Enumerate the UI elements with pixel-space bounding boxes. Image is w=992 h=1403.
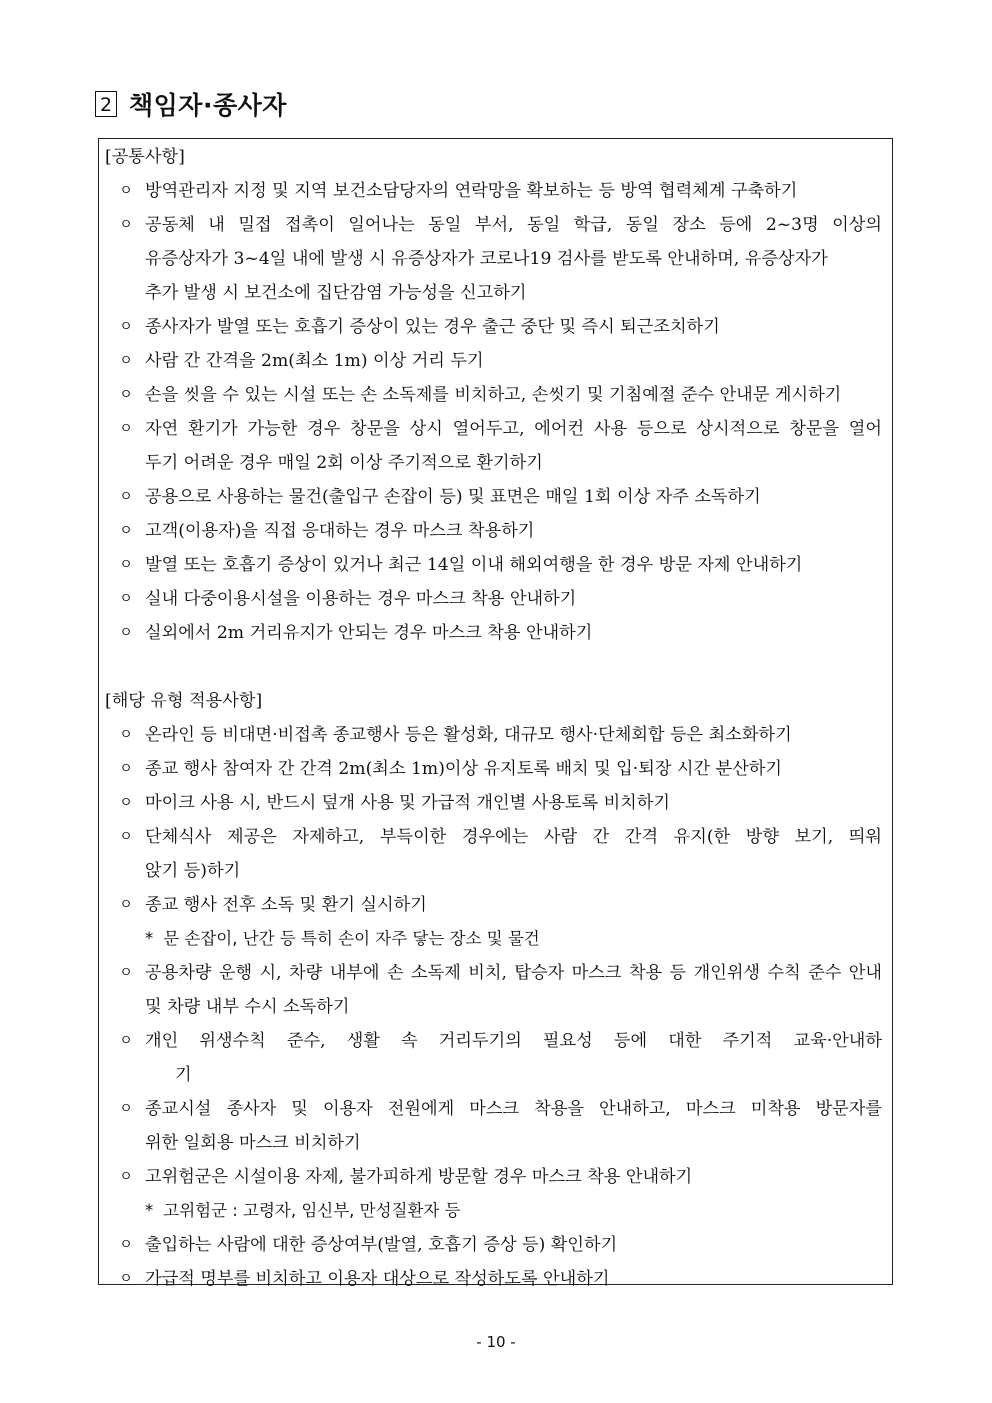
list-item-text: 개인 위생수칙 준수, 생활 속 거리두기의 필요성 등에 대한 주기적 교육·안내하	[145, 1031, 882, 1051]
bullet-marker: ㅇ	[119, 591, 133, 607]
list-item-text: 공동체 내 밀접 접촉이 일어나는 동일 부서, 동일 학급, 동일 장소 등에 2~3명 이상의	[145, 215, 882, 235]
list-item-text: 공용으로 사용하는 물건(출입구 손잡이 등) 및 표면은 매일 1회 이상 자주 소독하기	[145, 487, 761, 507]
list-item-text: 앉기 등)하기	[145, 861, 241, 881]
bullet-marker: ㅇ	[119, 217, 133, 233]
bullet-marker: ㅇ	[119, 353, 133, 369]
section-number: 2	[95, 91, 117, 117]
list-item-text: 유증상자가 3~4일 내에 발생 시 유증상자가 코로나19 검사를 받도록 안내하며, 유증상자가	[145, 249, 828, 269]
list-item-text: 출입하는 사람에 대한 증상여부(발열, 호흡기 증상 등) 확인하기	[145, 1235, 618, 1255]
bullet-marker: ㅇ	[119, 1169, 133, 1185]
list-item-text: 가급적 명부를 비치하고 이용자 대상으로 작성하도록 안내하기	[145, 1269, 610, 1289]
note-marker: *	[145, 929, 154, 948]
list-item-text: 종교 행사 참여자 간 간격 2m(최소 1m)이상 유지토록 배치 및 입·퇴장 시간 분산하기	[145, 759, 782, 779]
bullet-marker: ㅇ	[119, 727, 133, 743]
list-item-note	[145, 926, 540, 952]
list-item-text: 위한 일회용 마스크 비치하기	[145, 1133, 361, 1153]
list-item-text: 추가 발생 시 보건소에 집단감염 가능성을 신고하기	[145, 283, 527, 303]
note-text: 문 손잡이, 난간 등 특히 손이 자주 닿는 장소 및 물건	[163, 929, 540, 948]
list-item-text: 고객(이용자)을 직접 응대하는 경우 마스크 착용하기	[145, 521, 535, 541]
bullet-marker: ㅇ	[119, 1101, 133, 1117]
bullet-marker: ㅇ	[119, 319, 133, 335]
bullet-marker: ㅇ	[119, 1237, 133, 1253]
list-item-text: 발열 또는 호흡기 증상이 있거나 최근 14일 이내 해외여행을 한 경우 방문 자제 안내하기	[145, 555, 803, 575]
list-item-text: 사람 간 간격을 2m(최소 1m) 이상 거리 두기	[145, 351, 484, 371]
bullet-marker: ㅇ	[119, 761, 133, 777]
list-item-text: 실내 다중이용시설을 이용하는 경우 마스크 착용 안내하기	[145, 589, 577, 609]
section-heading	[95, 84, 287, 124]
list-item-text: 손을 씻을 수 있는 시설 또는 손 소독제를 비치하고, 손씻기 및 기침예절 준수 안내문 게시하기	[145, 385, 842, 405]
list-item-text: 공용차량 운행 시, 차량 내부에 손 소독제 비치, 탑승자 마스크 착용 등 개인위생 수칙 준수 안내	[145, 963, 882, 983]
list-item-text: 종사자가 발열 또는 호흡기 증상이 있는 경우 출근 중단 및 즉시 퇴근조치하기	[145, 317, 720, 337]
bullet-marker: ㅇ	[119, 489, 133, 505]
bullet-marker: ㅇ	[119, 523, 133, 539]
bullet-marker: ㅇ	[119, 387, 133, 403]
guideline-box	[98, 138, 893, 1289]
specific-section-title: [해당 유형 적용사항]	[105, 691, 263, 711]
list-item-text: 단체식사 제공은 자제하고, 부득이한 경우에는 사람 간 간격 유지(한 방향 보기, 띄워	[145, 827, 882, 847]
bullet-marker: ㅇ	[119, 1033, 133, 1049]
bullet-marker: ㅇ	[119, 829, 133, 845]
bullet-marker: ㅇ	[119, 795, 133, 811]
list-item-text: 방역관리자 지정 및 지역 보건소담당자의 연락망을 확보하는 등 방역 협력체계 구축하기	[145, 181, 798, 201]
bullet-marker: ㅇ	[119, 1271, 133, 1287]
list-item-text: 종교 행사 전후 소독 및 환기 실시하기	[145, 895, 427, 915]
list-item-text: 두기 어려운 경우 매일 2회 이상 주기적으로 환기하기	[145, 453, 543, 473]
bullet-marker: ㅇ	[119, 625, 133, 641]
bullet-marker: ㅇ	[119, 965, 133, 981]
section-title: 책임자·종사자	[129, 91, 287, 120]
bullet-marker: ㅇ	[119, 897, 133, 913]
list-item-text: 종교시설 종사자 및 이용자 전원에게 마스크 착용을 안내하고, 마스크 미착용 방문자를	[145, 1099, 882, 1119]
bullet-marker: ㅇ	[119, 557, 133, 573]
page-number: - 10 -	[476, 1333, 516, 1351]
note-text: 고위험군 : 고령자, 임신부, 만성질환자 등	[163, 1201, 461, 1220]
list-item-text: 실외에서 2m 거리유지가 안되는 경우 마스크 착용 안내하기	[145, 623, 593, 643]
note-marker: *	[145, 1201, 154, 1220]
list-item-text: 기	[175, 1065, 192, 1085]
list-item-text: 자연 환기가 가능한 경우 창문을 상시 열어두고, 에어컨 사용 등으로 상시적으로 창문을 열어	[145, 419, 882, 439]
list-item-text: 고위험군은 시설이용 자제, 불가피하게 방문할 경우 마스크 착용 안내하기	[145, 1167, 693, 1187]
bullet-marker: ㅇ	[119, 421, 133, 437]
list-item-note	[145, 1198, 461, 1224]
common-section-title: [공통사항]	[105, 147, 185, 167]
bullet-marker: ㅇ	[119, 183, 133, 199]
list-item-text: 마이크 사용 시, 반드시 덮개 사용 및 가급적 개인별 사용토록 비치하기	[145, 793, 670, 813]
list-item-text: 온라인 등 비대면·비접촉 종교행사 등은 활성화, 대규모 행사·단체회합 등은 최소화하기	[145, 725, 792, 745]
list-item-text: 및 차량 내부 수시 소독하기	[145, 997, 350, 1017]
